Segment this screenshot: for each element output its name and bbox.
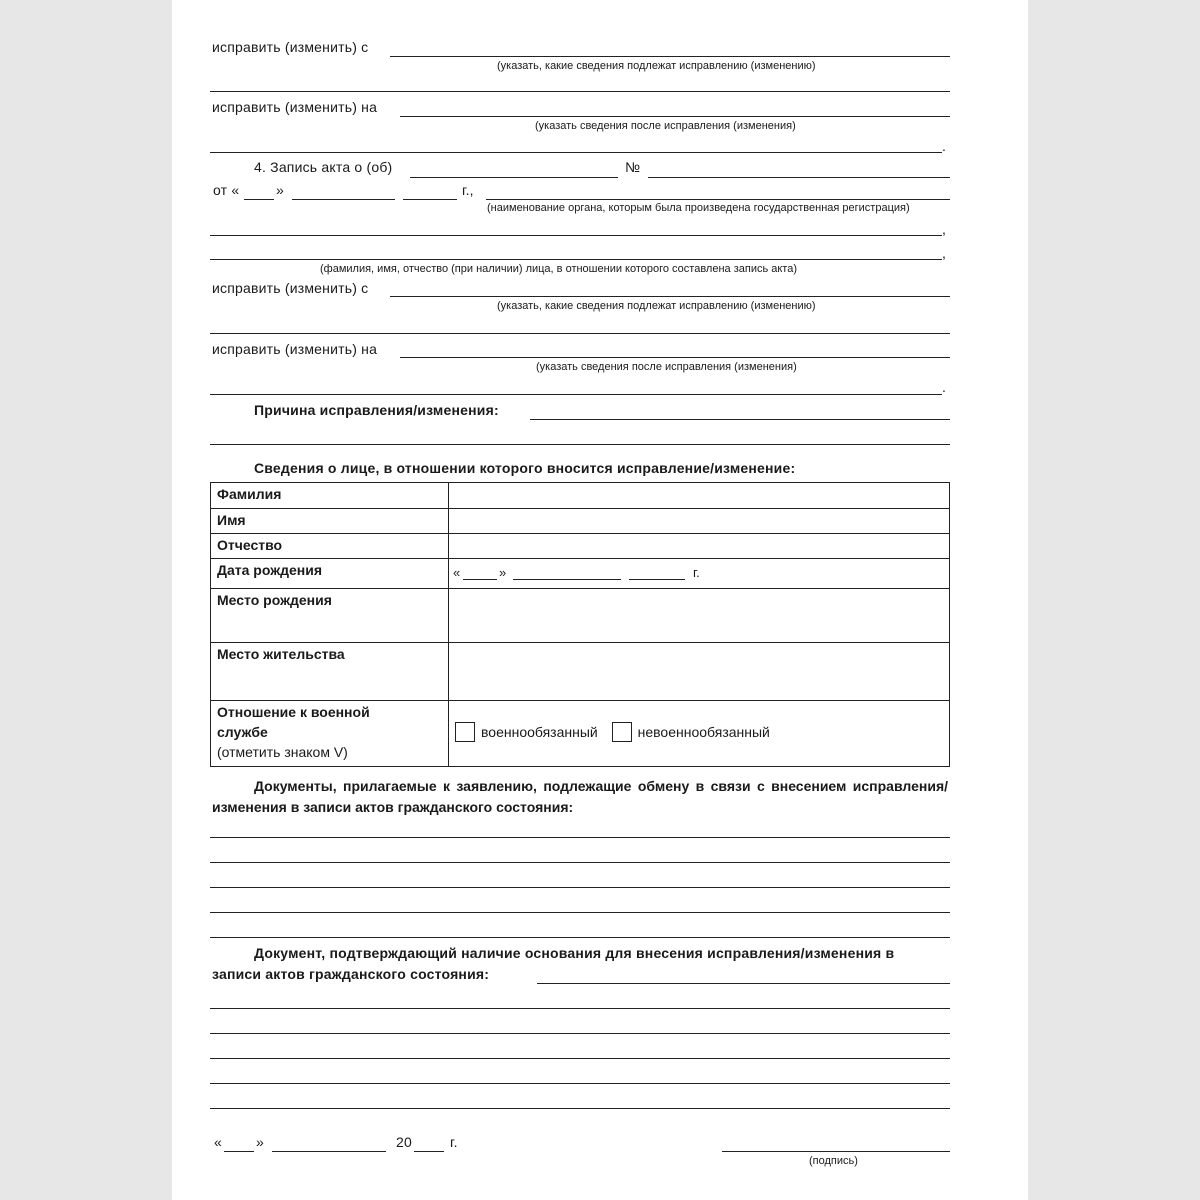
basis-doc-line2: записи актов гражданского состояния: [212, 966, 490, 982]
military-not-liable-checkbox[interactable] [612, 722, 632, 742]
footer-year-field[interactable] [414, 1151, 444, 1152]
correct-to-field-2[interactable] [210, 152, 942, 153]
correct-from-field[interactable] [390, 296, 950, 297]
footer-day-field[interactable] [224, 1151, 254, 1152]
birth-date-cell[interactable] [449, 559, 950, 589]
reason-label: Причина исправления/изменения: [254, 402, 499, 418]
reason-field-2[interactable] [210, 444, 950, 445]
correct-from-label: исправить (изменить) с [212, 39, 369, 55]
number-sign: № [625, 159, 641, 175]
person-info-table [210, 482, 950, 767]
surname-cell[interactable] [449, 483, 950, 509]
correct-from-field[interactable] [390, 56, 950, 57]
military-liable-option[interactable] [455, 722, 598, 742]
basis-doc-line[interactable] [210, 1008, 950, 1009]
residence-cell[interactable] [449, 643, 950, 701]
person-hint: (фамилия, имя, отчество (при наличии) лица, в отношении которого составлена запись акта) [320, 263, 798, 275]
birth-place-label: Место рождения [211, 589, 449, 643]
attached-docs-line[interactable] [210, 937, 950, 938]
footer-open-quote: « [214, 1134, 222, 1150]
person-field[interactable] [210, 259, 942, 260]
attached-docs-line[interactable] [210, 887, 950, 888]
attached-docs-text: Документы, прилагаемые к заявлению, подлежащие обмену в связи с внесением исправления/изменения в записи актов гражданского состояния: [212, 778, 948, 815]
basis-doc-line[interactable] [210, 1083, 950, 1084]
military-not-liable-label: невоеннообязанный [637, 724, 770, 740]
signature-hint: (подпись) [809, 1155, 858, 1167]
end-dot: . [942, 138, 947, 154]
basis-doc-line1: Документ, подтверждающий наличие основания для внесения исправления/изменения в [254, 945, 895, 961]
end-dot: . [942, 379, 947, 395]
date-open-quote: « [453, 565, 461, 580]
correct-to-hint: (указать сведения после исправления (изменения) [535, 120, 796, 132]
date-open-quote: от « [213, 182, 240, 198]
authority-field-2[interactable] [210, 235, 942, 236]
comma: , [942, 221, 947, 237]
correct-to-field-2[interactable] [210, 394, 942, 395]
footer-month-field[interactable] [272, 1151, 386, 1152]
military-label [211, 701, 449, 767]
military-note: (отметить знаком V) [217, 744, 348, 760]
residence-label: Место жительства [211, 643, 449, 701]
military-liable-label: военнообязанный [481, 724, 598, 740]
correct-from-field-2[interactable] [210, 91, 950, 92]
attached-docs-line[interactable] [210, 837, 950, 838]
person-section-heading: Сведения о лице, в отношении которого вносится исправление/изменение: [254, 460, 796, 476]
birth-year-field[interactable] [629, 579, 685, 580]
basis-doc-line[interactable] [210, 1058, 950, 1059]
basis-doc-field[interactable] [537, 983, 950, 984]
record-number-field[interactable] [648, 177, 950, 178]
correct-from-label: исправить (изменить) с [212, 280, 369, 296]
attached-docs-line[interactable] [210, 912, 950, 913]
authority-field[interactable] [486, 199, 950, 200]
military-liable-checkbox[interactable] [455, 722, 475, 742]
signature-field[interactable] [722, 1151, 950, 1152]
birth-date-label: Дата рождения [211, 559, 449, 589]
name-label: Имя [211, 509, 449, 534]
patronymic-label: Отчество [211, 534, 449, 559]
patronymic-cell[interactable] [449, 534, 950, 559]
correct-from-hint: (указать, какие сведения подлежат исправлению (изменению) [497, 300, 816, 312]
record-heading: 4. Запись акта о (об) [254, 159, 393, 175]
attached-docs-line[interactable] [210, 862, 950, 863]
name-cell[interactable] [449, 509, 950, 534]
correct-to-label: исправить (изменить) на [212, 341, 378, 357]
footer-close-quote: » [256, 1134, 264, 1150]
birth-month-field[interactable] [513, 579, 621, 580]
birth-day-field[interactable] [463, 579, 497, 580]
date-close-quote: » [276, 182, 284, 198]
record-year-field[interactable] [403, 199, 457, 200]
record-month-field[interactable] [292, 199, 395, 200]
correct-to-label: исправить (изменить) на [212, 99, 378, 115]
military-label-line2: службе [217, 724, 268, 740]
comma: , [942, 245, 947, 261]
surname-label: Фамилия [211, 483, 449, 509]
record-day-field[interactable] [244, 199, 274, 200]
correct-to-field[interactable] [400, 357, 950, 358]
correct-from-field-2[interactable] [210, 333, 950, 334]
basis-doc-line[interactable] [210, 1108, 950, 1109]
correct-from-hint: (указать, какие сведения подлежат исправлению (изменению) [497, 60, 816, 72]
reason-field[interactable] [530, 419, 950, 420]
military-label-line1: Отношение к военной [217, 704, 370, 720]
military-cell [449, 701, 950, 767]
military-not-liable-option[interactable] [612, 722, 770, 742]
authority-hint: (наименование органа, которым была произведена государственная регистрация) [487, 202, 910, 214]
correct-to-field[interactable] [400, 116, 950, 117]
birth-place-cell[interactable] [449, 589, 950, 643]
year-suffix: г., [462, 182, 474, 198]
footer-century: 20 [396, 1134, 412, 1150]
date-close-quote: » [499, 565, 507, 580]
correct-to-hint: (указать сведения после исправления (изменения) [536, 361, 797, 373]
year-suffix: г. [693, 565, 700, 580]
record-type-field[interactable] [410, 177, 618, 178]
footer-year-suffix: г. [450, 1134, 458, 1150]
basis-doc-line[interactable] [210, 1033, 950, 1034]
